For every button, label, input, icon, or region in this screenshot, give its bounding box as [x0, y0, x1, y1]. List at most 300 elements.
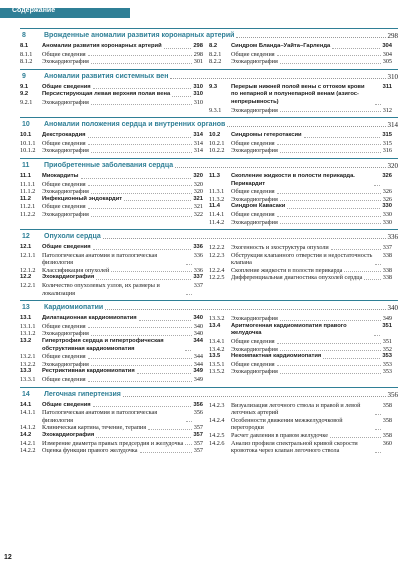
toc-entry-number: 11.3.1 [209, 188, 225, 196]
dot-leader [103, 233, 386, 239]
toc-entry-page: 336 [193, 266, 203, 274]
toc-entry-title: Общие сведения [42, 244, 91, 251]
toc-entry-page: 337 [193, 282, 203, 290]
chapter-block [20, 69, 398, 114]
chapter-title-row [44, 121, 398, 129]
toc-entry-title: Особенности движения межжелудочковой перегородки [231, 416, 343, 432]
toc-entry-title: Эхокардиография [42, 274, 95, 281]
toc-entry-number: 14.1.1 [20, 409, 36, 417]
toc-entry-page: 326 [382, 195, 392, 203]
toc-entry [20, 440, 203, 448]
chapter-title-row [44, 73, 398, 81]
toc-entry [209, 132, 392, 140]
toc-entry-page: 326 [382, 188, 392, 196]
toc-entry [20, 203, 203, 211]
toc-entry-title: Персистирующая левая верхняя полая вена [42, 91, 171, 98]
toc-entry-title: Аномалии развития коронарных артерий [42, 43, 162, 49]
dot-leader [186, 282, 192, 295]
dot-leader [277, 211, 381, 217]
toc-entry-title: Эхокардиография [42, 58, 89, 66]
toc-entry-title: Дилатационная кардиомиопатия [42, 315, 137, 322]
toc-entry-title: Инфекционный эндокардит [42, 195, 123, 202]
dot-leader [91, 211, 192, 217]
toc-entry-title: Общие сведения [231, 360, 275, 368]
toc-entry-number: 8.1 [20, 43, 29, 49]
dot-leader [88, 323, 192, 329]
dot-leader [375, 252, 381, 265]
chapter-title: Приобретенные заболевания сердца [44, 161, 174, 169]
toc-entry-page: 358 [382, 431, 392, 439]
toc-entry-title: Общие сведения [42, 180, 86, 188]
toc-entry-page: 349 [193, 368, 203, 375]
toc-entry-page: 336 [193, 244, 203, 251]
toc-entry-title: Общие сведения [231, 210, 275, 218]
toc-entry-page: 304 [382, 50, 392, 58]
toc-entry-page: 358 [382, 416, 392, 424]
toc-entry-number: 12.2.1 [20, 282, 36, 290]
toc-entry-page: 344 [193, 353, 203, 361]
dot-leader [88, 376, 192, 382]
chapter-title-row [44, 233, 398, 241]
toc-entry-page: 357 [193, 424, 203, 432]
toc-entry-title: Синдром Кавасаки [231, 203, 286, 210]
toc-entry [209, 353, 392, 361]
toc-entry-page: 352 [382, 345, 392, 353]
chapter-title: Легочная гипертензия [44, 390, 121, 398]
toc-entry-title: Эхогенность и эхоструктура опухоли [231, 244, 329, 252]
toc-entry-number: 11.1.2 [20, 188, 36, 196]
chapter-title: Кардиомиопатии [44, 304, 104, 312]
toc-entry [20, 432, 203, 440]
toc-entry-number: 9.3 [209, 83, 218, 90]
toc-entry [209, 211, 392, 219]
toc-entry-page: 316 [382, 147, 392, 155]
toc-entry-page: 330 [382, 203, 392, 210]
chapter-page: 336 [387, 233, 398, 242]
toc-entry-title: Некомпактная кардиомиопатия [231, 353, 322, 360]
toc-entry-number: 14.2.1 [20, 439, 36, 447]
chapter-number: 11 [22, 161, 30, 169]
toc-entry-page: 320 [193, 172, 203, 179]
toc-entry [209, 107, 392, 115]
toc-entry-page: 340 [193, 322, 203, 330]
toc-entry-page: 315 [382, 139, 392, 147]
toc-entry-page: 357 [193, 447, 203, 455]
toc-entry-page: 338 [382, 274, 392, 282]
chapter-title: Аномалии развития системных вен [44, 72, 169, 80]
left-column [20, 132, 209, 155]
toc-entry-title: Аритмогенная кардиомиопатия правого желудочка [231, 322, 347, 337]
toc-entry-page: 353 [382, 368, 392, 376]
toc-entry-title: Общие сведения [42, 139, 86, 147]
toc-entry-page: 357 [193, 439, 203, 447]
chapter-block [20, 387, 398, 455]
dot-leader [88, 181, 192, 187]
left-column [20, 315, 209, 383]
toc-entry-page: 320 [193, 188, 203, 196]
chapter-page: 320 [387, 161, 398, 170]
toc-entry-number: 13.1 [20, 315, 32, 322]
toc-entry-number: 8.1.1 [20, 50, 33, 58]
dot-leader [93, 84, 192, 90]
toc-entry-title: Клиническая картина, течение, терапия [42, 424, 147, 432]
toc-entry-title: Общие сведения [42, 376, 86, 383]
dot-leader [277, 51, 381, 57]
toc-entry-title: Эхокардиография [231, 58, 278, 66]
toc-entry-page: 310 [193, 91, 203, 98]
toc-entry [20, 140, 203, 148]
dot-leader [280, 107, 381, 113]
toc-entry [209, 338, 392, 346]
dot-leader [185, 440, 191, 446]
toc-entry-number: 12.2.5 [209, 274, 225, 282]
toc-entry-title: Эхокардиография [42, 360, 89, 368]
toc-entry-number: 8.2.1 [209, 50, 222, 58]
toc-entry-number: 10.2.1 [209, 139, 225, 147]
toc-entry-title: Эхокардиография [42, 188, 89, 196]
toc-entry-number: 13.5 [209, 353, 221, 360]
toc-entry [20, 99, 203, 107]
toc-entry-title: Миокардиты [42, 172, 79, 179]
toc-entry-number: 11.2 [20, 195, 31, 202]
toc-entry [20, 402, 203, 410]
dot-leader [124, 196, 191, 202]
chapter-title-row [44, 32, 398, 40]
page-number: 12 [4, 554, 12, 561]
toc-entry [209, 267, 392, 275]
toc-entry [209, 147, 392, 155]
dot-leader [91, 361, 192, 367]
right-column [209, 173, 398, 226]
toc-entry-title: Общие сведения [42, 322, 86, 330]
toc-entry [209, 219, 392, 227]
toc-entry [209, 368, 392, 376]
toc-entry-page: 312 [382, 106, 392, 114]
toc-entry-number: 8.1.2 [20, 58, 33, 66]
right-column [209, 84, 398, 114]
toc-entry [20, 274, 203, 282]
toc-entry-page: 311 [382, 83, 392, 90]
toc-entry [20, 252, 203, 267]
toc-entry-page: 310 [193, 83, 203, 90]
dot-leader [277, 140, 381, 146]
dot-leader [236, 32, 385, 38]
toc-entry [209, 84, 392, 107]
chapter-number: 12 [22, 233, 30, 241]
toc-entry-page: 310 [193, 98, 203, 106]
toc-entry-number: 11.4.1 [209, 210, 225, 218]
toc-entry-page: 356 [193, 409, 203, 417]
dot-leader [91, 99, 192, 105]
toc-entry-number: 14.1 [20, 401, 32, 408]
dot-leader [277, 361, 381, 367]
toc-entry-page: 353 [382, 353, 392, 360]
toc-entry-page: 351 [382, 338, 392, 346]
toc-entry-number: 12.2 [20, 274, 32, 281]
dot-leader [88, 140, 192, 146]
dot-leader [148, 424, 192, 430]
toc-entry-title: Скопление жидкости в полости перикарда. Перикардит [231, 172, 355, 187]
dot-leader [88, 203, 192, 209]
right-column [209, 43, 398, 66]
toc-entry-page: 344 [193, 360, 203, 368]
toc-entry [20, 244, 203, 252]
toc-entry-title: Общие сведения [231, 50, 275, 58]
toc-entry [20, 424, 203, 432]
toc-entry [20, 58, 203, 66]
chapter-page: 298 [387, 32, 398, 40]
toc-entry-title: Декстрокардия [42, 132, 86, 139]
toc-entry [209, 440, 392, 455]
toc-entry [209, 361, 392, 369]
toc-entry-page: 326 [382, 172, 392, 179]
toc-entry-number: 13.5.1 [209, 360, 225, 368]
toc-entry-title: Эхокардиография [231, 368, 278, 376]
toc-entry [20, 323, 203, 331]
toc-entry-title: Патологическая анатомия и патологическая физиология [42, 409, 158, 424]
toc-entry-title: Общие сведения [42, 203, 86, 211]
toc-entry [209, 140, 392, 148]
toc-entry-title: Общие сведения [231, 338, 275, 346]
toc-entry-number: 13.3.1 [20, 376, 36, 383]
dot-leader [88, 132, 192, 138]
toc-entry-number: 12.1.2 [20, 266, 36, 274]
chapter-block [20, 117, 398, 155]
toc-entry [20, 181, 203, 189]
toc-entry-page: 360 [382, 439, 392, 447]
toc-entry [209, 244, 392, 252]
right-column [209, 244, 398, 297]
toc-entry-page: 314 [193, 139, 203, 147]
toc-entry [209, 346, 392, 354]
dot-leader [374, 173, 380, 186]
dot-leader [344, 267, 380, 273]
dot-leader [88, 51, 192, 57]
dot-leader [123, 391, 386, 397]
dot-leader [280, 219, 381, 225]
toc-entry [209, 173, 392, 188]
toc-entry-number: 12.1 [20, 244, 32, 251]
dot-leader [91, 330, 192, 336]
chapter-block [20, 229, 398, 297]
toc-entry-page: 353 [382, 360, 392, 368]
toc-entry-page: 322 [193, 210, 203, 218]
toc-entry-page: 320 [193, 180, 203, 188]
dot-leader [287, 203, 380, 209]
toc-entry-number: 14.2.5 [209, 431, 225, 439]
dot-leader [137, 368, 192, 374]
toc-entry-number: 13.4.2 [209, 345, 225, 353]
dot-leader [91, 58, 192, 64]
dot-leader [280, 58, 381, 64]
toc-entry-title: Рестриктивная кардиомиопатия [42, 368, 135, 375]
toc-entry-title: Общие сведения [231, 139, 275, 147]
dot-leader [277, 188, 381, 194]
toc-entry-number: 9.2 [20, 91, 29, 98]
toc-entry-number: 13.1.2 [20, 330, 36, 338]
toc-entry [209, 402, 392, 417]
toc-entry-title: Анализ профиля спектральной кривой скорости кровотока через клапан легочного ствола [231, 439, 358, 455]
toc-entry-page: 321 [193, 203, 203, 211]
dot-leader [364, 274, 380, 280]
toc-entry [20, 147, 203, 155]
dot-leader [323, 353, 380, 359]
toc-entry-number: 14.2.2 [20, 447, 36, 455]
toc-entry-page: 349 [193, 376, 203, 383]
toc-entry-number: 10.1.2 [20, 147, 36, 155]
toc-entry-title: Синдромы гетеротаксии [231, 132, 302, 139]
dot-leader [91, 147, 192, 153]
toc-entry-page: 314 [193, 147, 203, 155]
toc-entry-page: 344 [193, 338, 203, 345]
toc-entry [20, 409, 203, 424]
left-column [20, 173, 209, 226]
toc-entry [209, 43, 392, 51]
toc-entry [20, 51, 203, 59]
dot-leader [175, 162, 385, 168]
toc-entry-page: 337 [193, 274, 203, 281]
toc-entry-number: 12.2.4 [209, 266, 225, 274]
dot-leader [186, 252, 192, 265]
dot-leader [96, 432, 191, 438]
toc-entry-page: 330 [382, 218, 392, 226]
toc-entry-page: 338 [382, 266, 392, 274]
chapter-number: 8 [22, 32, 26, 39]
toc-entry-number: 13.2.2 [20, 360, 36, 368]
toc-entry-number: 8.2.2 [209, 58, 222, 66]
toc-entry [20, 196, 203, 204]
dot-leader [164, 43, 192, 49]
toc-entry [20, 338, 203, 353]
toc-entry [20, 330, 203, 338]
dot-leader [277, 338, 381, 344]
dot-leader [280, 147, 381, 153]
dot-leader [304, 132, 381, 138]
chapter-page: 356 [387, 390, 398, 399]
dot-leader [139, 315, 192, 321]
toc-entry [209, 203, 392, 211]
toc-entry-page: 351 [382, 322, 392, 329]
toc-entry [209, 274, 392, 282]
toc-entry-number: 11.3 [209, 172, 220, 179]
toc-entry-title: Расчет давления в правом желудочке [231, 431, 328, 439]
chapter-number: 10 [22, 121, 30, 129]
toc-entry-title: Эхокардиография [231, 345, 278, 353]
toc-entry-title: Эхокардиография [231, 195, 278, 203]
toc-entry-title: Эхокардиография [231, 147, 278, 155]
dot-leader [91, 188, 192, 194]
dot-leader [172, 91, 191, 97]
toc-entry-number: 13.4.1 [209, 338, 225, 346]
toc-entry-page: 349 [382, 315, 392, 323]
toc-entry [209, 315, 392, 323]
toc-entry-title: Количество опухолевых узлов, их размеры и локализация [42, 282, 160, 297]
dot-leader [227, 121, 385, 127]
chapter-title: Аномалии положения сердца и внутренних органов [44, 121, 226, 129]
chapter-block [20, 28, 398, 66]
toc-entry [20, 282, 203, 297]
toc-entry-number: 12.2.3 [209, 251, 225, 259]
toc-entry [209, 417, 392, 432]
dot-leader [332, 43, 380, 49]
toc-entry-number: 8.2 [209, 43, 218, 49]
dot-leader [88, 353, 192, 359]
toc-entry-number: 13.2 [20, 338, 32, 345]
toc-entry-page: 330 [382, 210, 392, 218]
toc-entry [209, 196, 392, 204]
toc-entry-page: 340 [193, 315, 203, 322]
toc-entry-number: 11.1 [20, 172, 31, 179]
toc-entry [209, 51, 392, 59]
toc-entry-number: 11.2.2 [20, 210, 36, 218]
toc-entry-page: 340 [193, 330, 203, 338]
chapter-page: 310 [387, 72, 398, 81]
toc-entry [20, 43, 203, 51]
toc-entry [20, 211, 203, 219]
toc-entry [209, 58, 392, 66]
toc-entry-title: Эхокардиография [42, 431, 95, 438]
dot-leader [375, 84, 381, 105]
toc-entry-page: 298 [193, 43, 203, 49]
toc-entry-page: 305 [382, 58, 392, 66]
toc-entry-number: 13.4 [209, 322, 221, 329]
chapter-block [20, 158, 398, 226]
toc-entry [20, 361, 203, 369]
toc-entry-number: 14.2.4 [209, 416, 225, 424]
toc-entry-number: 14.2.6 [209, 439, 225, 447]
toc-entry-title: Эхокардиография [42, 330, 89, 338]
dot-leader [330, 432, 381, 438]
toc-entry-title: Измерение диаметра правых предсердия и желудочка [42, 439, 184, 447]
chapter-page: 340 [387, 304, 398, 313]
chapter-page: 314 [387, 121, 398, 130]
toc-entry [20, 368, 203, 376]
dot-leader [111, 267, 191, 273]
toc-entry-page: 298 [193, 50, 203, 58]
chapter-block [20, 300, 398, 383]
toc-entry-title: Общие сведения [231, 188, 275, 196]
toc-entry-number: 13.1.1 [20, 322, 36, 330]
toc-entry-title: Синдром Бланда–Уайта–Гарленда [231, 43, 331, 49]
toc-entry-title: Эхокардиография [42, 210, 89, 218]
dot-leader [280, 346, 381, 352]
toc-entry-number: 9.3.1 [209, 106, 222, 114]
toc-entry-title: Скопление жидкости в полости перикарда [231, 266, 343, 274]
toc-entry-title: Эхокардиография [42, 98, 89, 106]
left-column [20, 244, 209, 297]
right-column [209, 402, 398, 455]
toc-entry-number: 9.1 [20, 83, 29, 90]
dot-leader [170, 73, 385, 79]
toc-entry-title: Эхокардиография [231, 218, 278, 226]
chapter-title: Опухоли сердца [44, 233, 101, 241]
dot-leader [280, 196, 381, 202]
left-column [20, 402, 209, 455]
toc-entry-number: 12.2.2 [209, 244, 225, 252]
chapter-title-row [44, 162, 398, 170]
toc-entry [20, 84, 203, 92]
toc-entry-title: Общие сведения [42, 50, 86, 58]
toc-entry-page: 304 [382, 43, 392, 49]
toc-entry-title: Эхокардиография [231, 315, 278, 323]
toc-entry [209, 188, 392, 196]
dot-leader [331, 244, 381, 250]
chapter-number: 9 [22, 72, 26, 80]
toc-entry-number: 10.1.1 [20, 139, 36, 147]
toc-entry-title: Патологическая анатомия и патологическая физиология [42, 251, 158, 267]
dot-leader [375, 417, 381, 430]
chapter-title: Врожденные аномалии развития коронарных артерий [44, 32, 235, 39]
